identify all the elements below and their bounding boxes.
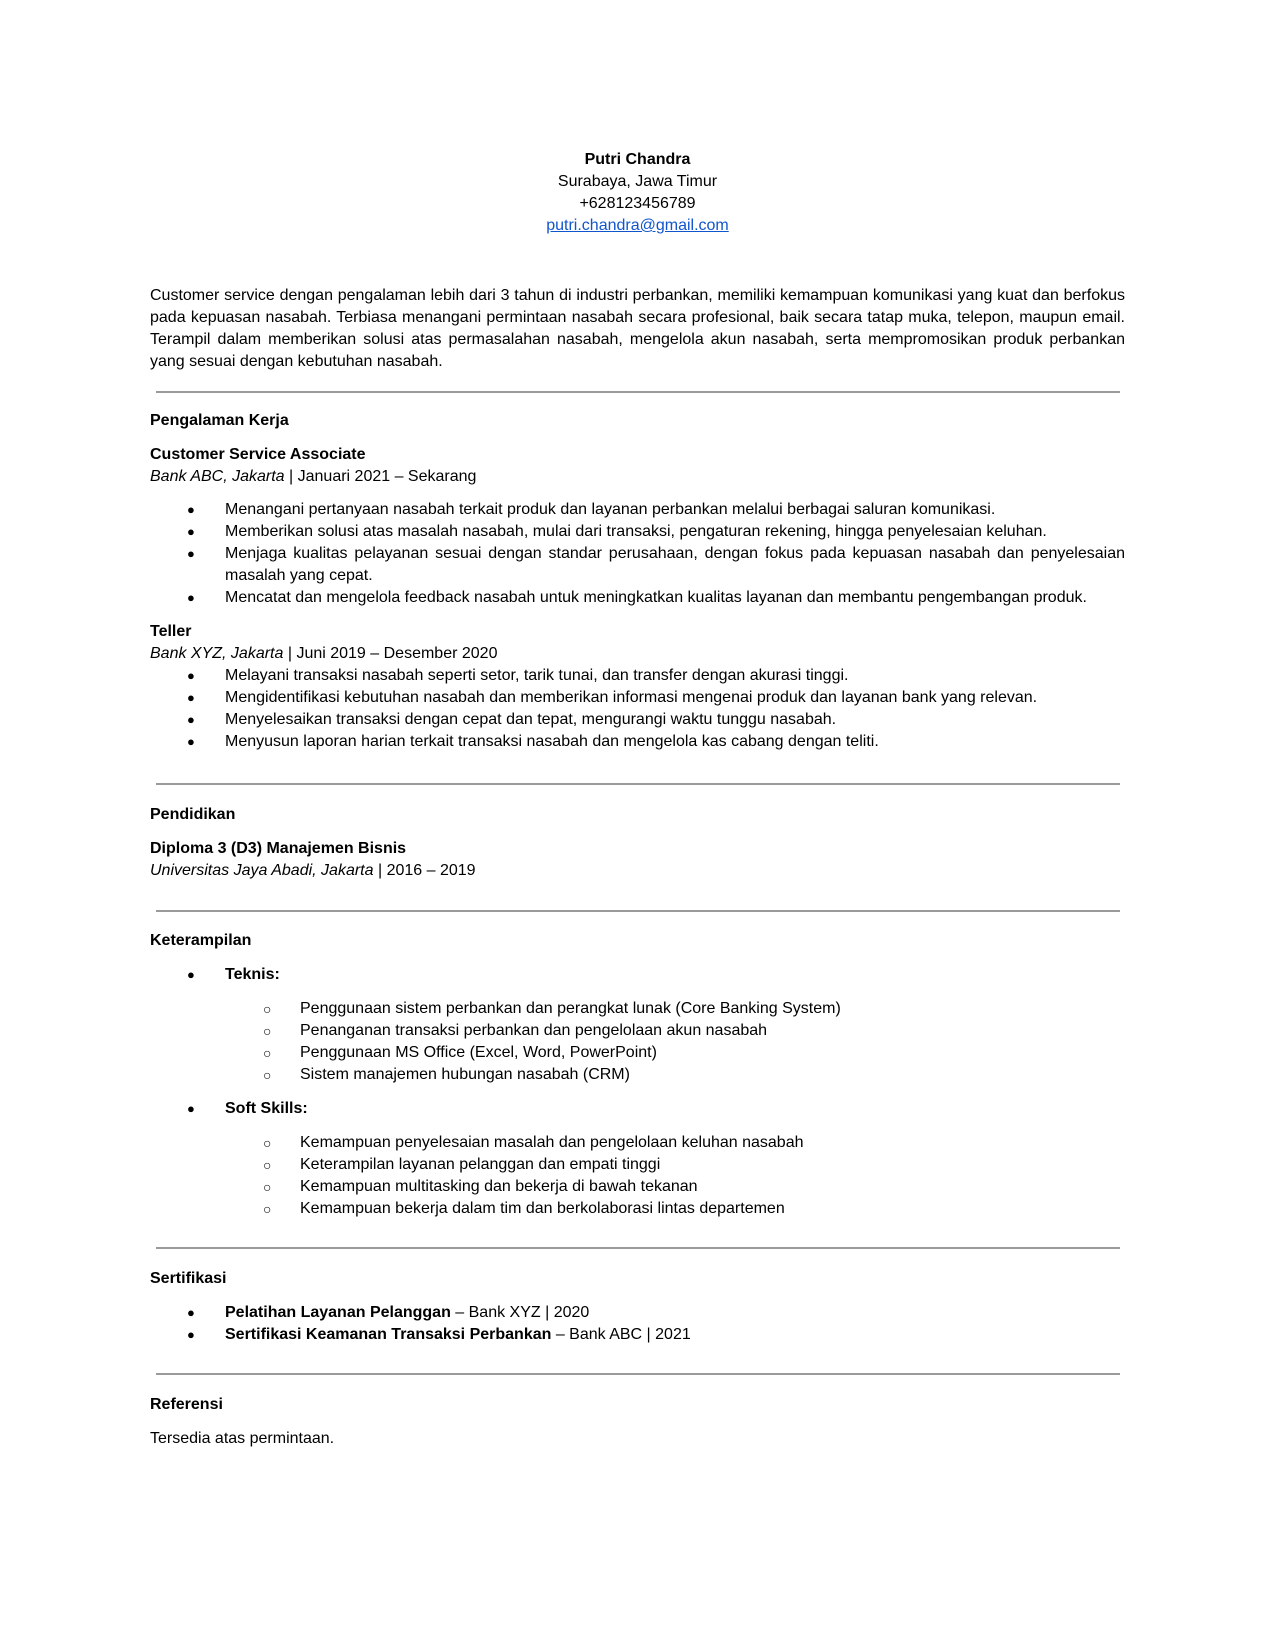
- section-title-skills: Keterampilan: [150, 932, 252, 949]
- resume-header: [0, 149, 1275, 237]
- skills-section: [150, 930, 1125, 1220]
- school-name: Universitas Jaya Abadi, Jakarta: [150, 862, 374, 879]
- section-divider: [156, 391, 1120, 393]
- technical-skills-list: [150, 998, 1125, 1086]
- certification-detail: – Bank ABC | 2021: [551, 1326, 691, 1343]
- list-item: ○ Keterampilan layanan pelanggan dan empati tinggi: [150, 1154, 1125, 1176]
- certification-detail: – Bank XYZ | 2020: [450, 1304, 590, 1321]
- job-meta: [150, 643, 1125, 665]
- experience-section: [150, 410, 1125, 753]
- list-item: [150, 1324, 1125, 1346]
- list-item: ● Melayani transaksi nasabah seperti setor, tarik tunai, dan transfer dengan akurasi tinggi.: [150, 665, 1125, 687]
- list-item: ● Mengidentifikasi kebutuhan nasabah dan memberikan informasi mengenai produk dan layanan bank yang relevan.: [150, 687, 1125, 709]
- soft-skills-list: [150, 1132, 1125, 1220]
- job-company: Bank ABC, Jakarta: [150, 468, 285, 485]
- education-period: | 2016 – 2019: [373, 862, 476, 879]
- references-section: [150, 1394, 1125, 1450]
- candidate-location: Surabaya, Jawa Timur: [557, 173, 718, 190]
- section-divider: [156, 783, 1120, 785]
- list-item: ○ Penanganan transaksi perbankan dan pengelolaan akun nasabah: [150, 1020, 1125, 1042]
- section-title-references: Referensi: [150, 1396, 223, 1413]
- list-item: ○ Kemampuan multitasking dan bekerja di bawah tekanan: [150, 1176, 1125, 1198]
- job-company: Bank XYZ, Jakarta: [150, 645, 284, 662]
- education-meta: [150, 860, 1125, 882]
- list-item: ● Menyusun laporan harian terkait transaksi nasabah dan mengelola kas cabang dengan teliti.: [150, 731, 1125, 753]
- list-item: ● Mencatat dan mengelola feedback nasabah untuk meningkatkan kualitas layanan dan membantu pengembangan produk.: [150, 587, 1125, 609]
- certification-name: Sertifikasi Keamanan Transaksi Perbankan: [225, 1326, 552, 1343]
- section-divider: [156, 1247, 1120, 1249]
- job-duties-list: [150, 499, 1125, 609]
- section-title-experience: Pengalaman Kerja: [150, 412, 289, 429]
- skill-group-technical: ● Teknis:: [150, 964, 1125, 986]
- section-divider: [156, 1373, 1120, 1375]
- list-item: ● Menangani pertanyaan nasabah terkait produk dan layanan perbankan melalui berbagai saluran komunikasi.: [150, 499, 1125, 521]
- list-item: ○ Penggunaan sistem perbankan dan perangkat lunak (Core Banking System): [150, 998, 1125, 1020]
- list-item: ○ Penggunaan MS Office (Excel, Word, PowerPoint): [150, 1042, 1125, 1064]
- candidate-phone: +628123456789: [579, 195, 696, 212]
- list-item: ● Menjaga kualitas pelayanan sesuai dengan standar perusahaan, dengan fokus pada kepuasan nasabah dan penyelesaian masalah yang cepat.: [150, 543, 1125, 587]
- job-period: | Juni 2019 – Desember 2020: [283, 645, 498, 662]
- list-item: ● Memberikan solusi atas masalah nasabah, mulai dari transaksi, pengaturan rekening, hingga penyelesaian keluhan.: [150, 521, 1125, 543]
- job-duties-list: [150, 665, 1125, 753]
- references-text: Tersedia atas permintaan.: [150, 1430, 335, 1447]
- degree-title: Diploma 3 (D3) Manajemen Bisnis: [150, 840, 407, 857]
- list-item: ○ Kemampuan bekerja dalam tim dan berkolaborasi lintas departemen: [150, 1198, 1125, 1220]
- list-item: [150, 1302, 1125, 1324]
- section-title-education: Pendidikan: [150, 806, 236, 823]
- certification-name: Pelatihan Layanan Pelanggan: [225, 1304, 451, 1321]
- job-title: Customer Service Associate: [150, 446, 366, 463]
- education-section: [150, 804, 1125, 882]
- list-item: ○ Kemampuan penyelesaian masalah dan pengelolaan keluhan nasabah: [150, 1132, 1125, 1154]
- list-item: ○ Sistem manajemen hubungan nasabah (CRM): [150, 1064, 1125, 1086]
- section-divider: [156, 910, 1120, 912]
- job-period: | Januari 2021 – Sekarang: [284, 468, 477, 485]
- candidate-name: Putri Chandra: [584, 151, 691, 168]
- candidate-email-link[interactable]: putri.chandra@gmail.com: [546, 217, 729, 234]
- profile-summary: Customer service dengan pengalaman lebih dari 3 tahun di industri perbankan, memiliki kemampuan komunikasi yang kuat dan berfokus pada kepuasan nasabah. Terbiasa menangani permintaan nasabah secara profesional, baik secara tatap muka, telepon, maupun email. Terampil dalam memberikan solusi atas permasalahan nasabah, mengelola akun nasabah, serta mempromosikan produk perbankan yang sesuai dengan kebutuhan nasabah.: [150, 287, 1125, 370]
- list-item: ● Menyelesaikan transaksi dengan cepat dan tepat, mengurangi waktu tunggu nasabah.: [150, 709, 1125, 731]
- job-title: Teller: [150, 623, 192, 640]
- certifications-list: [150, 1302, 1125, 1346]
- certifications-section: [150, 1268, 1125, 1346]
- job-meta: [150, 466, 1125, 488]
- skill-group-soft: ● Soft Skills:: [150, 1098, 1125, 1120]
- section-title-certifications: Sertifikasi: [150, 1270, 227, 1287]
